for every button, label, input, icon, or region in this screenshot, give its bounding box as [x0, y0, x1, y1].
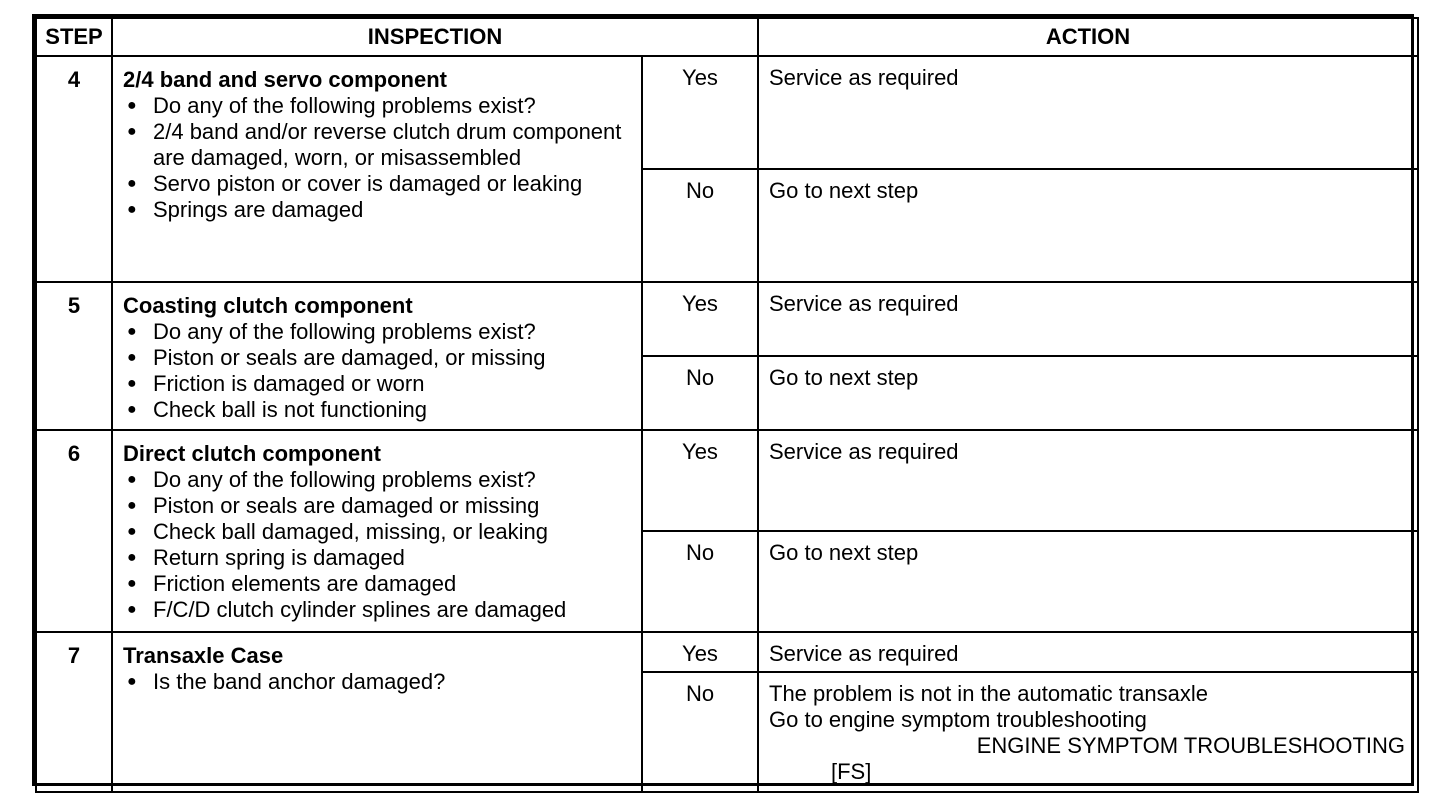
list-item: ● Servo piston or cover is damaged or leaking [123, 171, 633, 197]
list-item: ● Check ball is not functioning [123, 397, 633, 423]
no-label: No [642, 356, 758, 430]
no-action: Go to next step [758, 531, 1418, 632]
yes-label: Yes [642, 632, 758, 672]
table-row [36, 430, 1418, 531]
header-step: STEP [36, 18, 112, 56]
list-item: ● Do any of the following problems exist? [123, 93, 633, 119]
table-row [36, 56, 1418, 169]
reference-link[interactable]: ENGINE SYMPTOM TROUBLESHOOTING [976, 733, 1405, 758]
no-label: No [642, 531, 758, 632]
step-number: 5 [36, 282, 112, 430]
no-action: Go to next step [758, 169, 1418, 282]
inspection-list [123, 467, 633, 623]
table-row [36, 632, 1418, 672]
table-grid [35, 17, 1419, 793]
step-number: 6 [36, 430, 112, 632]
list-item: ● Piston or seals are damaged, or missing [123, 345, 633, 371]
inspection-list [123, 669, 633, 695]
list-item: ● Do any of the following problems exist? [123, 319, 633, 345]
step-number: 4 [36, 56, 112, 282]
list-item: ● Is the band anchor damaged? [123, 669, 633, 695]
reference-code: [FS] [831, 759, 872, 784]
list-item: ● F/C/D clutch cylinder splines are damaged [123, 597, 633, 623]
inspection-cell [112, 56, 642, 282]
inspection-list [123, 93, 633, 223]
no-action-line: The problem is not in the automatic transaxle [769, 681, 1209, 706]
list-item: ● Return spring is damaged [123, 545, 633, 571]
inspection-title: 2/4 band and servo component [123, 67, 447, 92]
inspection-cell [112, 632, 642, 792]
inspection-title: Transaxle Case [123, 643, 284, 668]
no-label: No [642, 169, 758, 282]
yes-label: Yes [642, 56, 758, 169]
list-item: ● Check ball damaged, missing, or leaking [123, 519, 633, 545]
inspection-list [123, 319, 633, 423]
table-row [36, 282, 1418, 356]
yes-action: Service as required [758, 430, 1418, 531]
no-action [758, 672, 1418, 792]
troubleshooting-table [32, 14, 1414, 786]
yes-action: Service as required [758, 282, 1418, 356]
header-row [36, 18, 1418, 56]
yes-action: Service as required [758, 56, 1418, 169]
list-item: ● Piston or seals are damaged or missing [123, 493, 633, 519]
inspection-title: Coasting clutch component [123, 293, 413, 318]
no-action: Go to next step [758, 356, 1418, 430]
header-action: ACTION [758, 18, 1418, 56]
step-number: 7 [36, 632, 112, 792]
header-inspection: INSPECTION [112, 18, 758, 56]
list-item: ● Friction is damaged or worn [123, 371, 633, 397]
inspection-title: Direct clutch component [123, 441, 381, 466]
list-item: ● Do any of the following problems exist? [123, 467, 633, 493]
inspection-cell [112, 430, 642, 632]
no-label: No [642, 672, 758, 792]
yes-label: Yes [642, 282, 758, 356]
list-item: ● Friction elements are damaged [123, 571, 633, 597]
list-item: ● Springs are damaged [123, 197, 633, 223]
inspection-cell [112, 282, 642, 430]
no-action-line: Go to engine symptom troubleshooting [769, 707, 1147, 732]
yes-action: Service as required [758, 632, 1418, 672]
yes-label: Yes [642, 430, 758, 531]
list-item: ● 2/4 band and/or reverse clutch drum component are damaged, worn, or misassembled [123, 119, 633, 171]
